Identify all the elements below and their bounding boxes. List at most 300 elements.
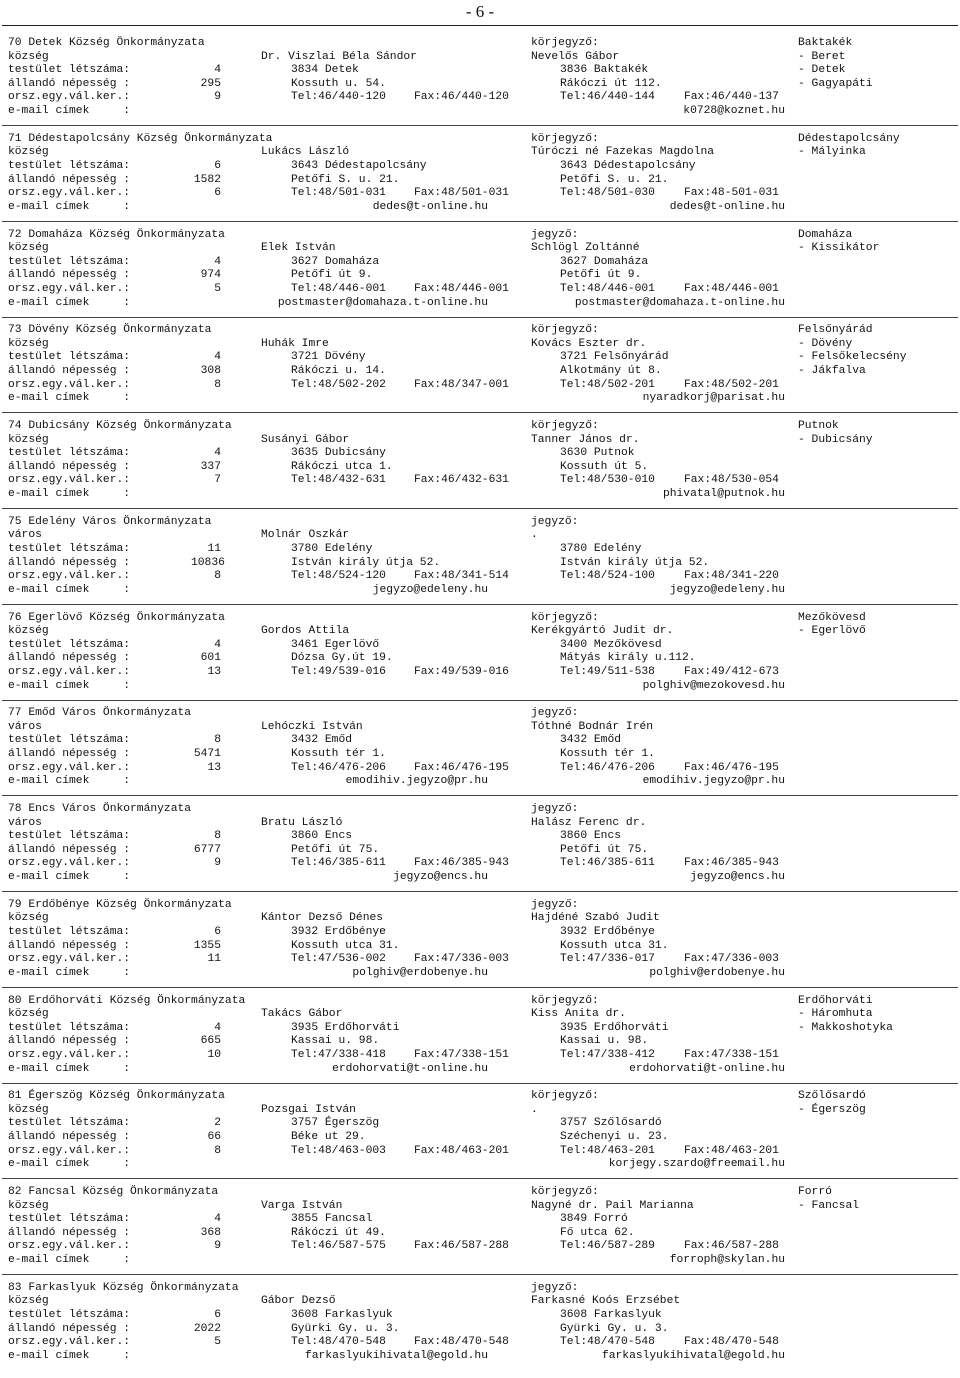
population-count: 66	[207, 1131, 221, 1144]
record-title: 74 Dubicsány Község Önkormányzata	[8, 420, 232, 432]
mayor-email: postmaster@domahaza.t-online.hu	[277, 296, 488, 309]
mayor-address: 3432 Emőd	[291, 734, 353, 747]
district-number: 6	[214, 187, 221, 200]
record-separator	[2, 1274, 958, 1275]
mayor-fax: Fax:46/587-288	[414, 1240, 509, 1253]
notary-street: Kassai u. 98.	[560, 1035, 649, 1048]
record-separator	[2, 412, 958, 413]
staff-label: testület létszáma:	[8, 1021, 131, 1034]
record-separator	[2, 508, 958, 509]
notary-street: Gyürki Gy. u. 3.	[560, 1322, 669, 1335]
notary-name: Schlögl Zoltánné	[531, 242, 640, 255]
notary-email: nyaradkorj@parisat.hu	[642, 392, 785, 405]
population-label: állandó népesség :	[8, 269, 131, 282]
mayor-email: farkaslyukihivatal@egold.hu	[304, 1349, 488, 1362]
mayor-name: Lehóczki István	[261, 720, 363, 733]
mayor-name: Elek István	[261, 242, 336, 255]
mayor-name: Takács Gábor	[261, 1008, 343, 1021]
notary-fax: Fax:48/446-001	[684, 282, 779, 295]
member-settlement: - Beret	[798, 50, 846, 63]
notary-name: Kovács Eszter dr.	[531, 337, 647, 350]
district-number: 11	[207, 953, 221, 966]
notary-phone: Tel:47/336-017	[560, 953, 655, 966]
notary-phone: Tel:49/511-538	[560, 665, 655, 678]
district-label: orsz.egy.vál.ker.:	[8, 761, 131, 774]
notary-fax: Fax:49/412-673	[684, 665, 779, 678]
notary-address: 3757 Szőlősardó	[560, 1117, 662, 1130]
notary-address: 3932 Erdőbénye	[560, 925, 655, 938]
mayor-phone: Tel:46/385-611	[291, 857, 386, 870]
notary-name: Nevelős Gábor	[531, 50, 620, 63]
district-label: orsz.egy.vál.ker.:	[8, 665, 131, 678]
mayor-name: Pozsgai István	[261, 1103, 356, 1116]
mayor-email: dedes@t-online.hu	[372, 200, 488, 213]
record-title: 81 Égerszög Község Önkormányzata	[8, 1090, 225, 1103]
district-number: 8	[214, 378, 221, 391]
notary-label: körjegyző:	[531, 994, 599, 1007]
mayor-street: István király útja 52.	[291, 556, 441, 569]
mayor-fax: Fax:46/432-631	[414, 474, 509, 487]
notary-email: forroph@skylan.hu	[669, 1254, 785, 1266]
member-settlement: - Kissikátor	[798, 242, 880, 255]
settlement-kind: község	[8, 1199, 49, 1212]
notary-label: körjegyző:	[531, 611, 599, 624]
municipality-record	[0, 612, 960, 708]
mayor-fax: Fax:46/440-120	[414, 91, 509, 104]
mayor-phone: Tel:46/587-575	[291, 1240, 386, 1253]
email-label: e-mail címek :	[8, 488, 131, 500]
population-count: 10836	[191, 556, 225, 569]
member-settlement: - Detek	[798, 64, 846, 77]
mayor-email: erdohorvati@t-online.hu	[332, 1062, 488, 1075]
population-count: 665	[200, 1035, 221, 1048]
member-settlement: - Makkoshotyka	[798, 1021, 893, 1034]
staff-label: testület létszáma:	[8, 734, 131, 747]
notary-fax: Fax:48/341-220	[684, 570, 779, 583]
population-label: állandó népesség :	[8, 939, 131, 952]
staff-label: testület létszáma:	[8, 1308, 131, 1321]
email-label: e-mail címek :	[8, 583, 131, 596]
district-number: 13	[207, 761, 221, 774]
mayor-phone: Tel:48/432-631	[291, 474, 386, 487]
notary-label: körjegyző:	[531, 37, 599, 49]
staff-count: 8	[214, 830, 221, 843]
municipality-record	[0, 1186, 960, 1282]
mayor-phone: Tel:48/502-202	[291, 378, 386, 391]
notary-email: k0728@koznet.hu	[683, 105, 785, 117]
mayor-fax: Fax:46/385-943	[414, 857, 509, 870]
mayor-street: Rákóczi út 49.	[291, 1226, 386, 1239]
mayor-street: Gyürki Gy. u. 3.	[291, 1322, 400, 1335]
email-label: e-mail címek :	[8, 1349, 131, 1362]
notary-name: Farkasné Koós Erzsébet	[531, 1295, 681, 1308]
population-count: 1582	[193, 173, 221, 186]
email-label: e-mail címek :	[8, 105, 131, 117]
notary-email: farkaslyukihivatal@egold.hu	[601, 1349, 785, 1362]
staff-count: 6	[214, 1308, 221, 1321]
mayor-street: Petőfi út 9.	[291, 269, 373, 282]
staff-count: 4	[214, 638, 221, 651]
mayor-phone: Tel:47/536-002	[291, 953, 386, 966]
notary-street: Alkotmány út 8.	[560, 365, 662, 378]
population-count: 6777	[193, 843, 221, 856]
notary-phone: Tel:48/524-100	[560, 570, 655, 583]
mayor-address: 3834 Detek	[291, 64, 359, 77]
notary-name: .	[531, 1103, 538, 1116]
mayor-address: 3461 Egerlövő	[291, 638, 380, 651]
notary-email: polghiv@erdobenye.hu	[649, 966, 785, 979]
staff-count: 6	[214, 925, 221, 938]
notary-label: körjegyző:	[531, 132, 599, 145]
population-label: állandó népesség :	[8, 365, 131, 378]
staff-count: 2	[214, 1117, 221, 1130]
municipality-record	[0, 707, 960, 803]
settlement-kind: község	[8, 912, 49, 925]
notary-email: dedes@t-online.hu	[669, 200, 785, 213]
email-label: e-mail címek :	[8, 1062, 131, 1075]
notary-name: .	[531, 529, 538, 542]
notary-phone: Tel:46/476-206	[560, 761, 655, 774]
district-number: 13	[207, 665, 221, 678]
population-label: állandó népesség :	[8, 1226, 131, 1239]
notary-fax: Fax:48/530-054	[684, 474, 779, 487]
notary-name: Hajdéné Szabó Judit	[531, 912, 660, 925]
staff-count: 8	[214, 734, 221, 747]
staff-count: 11	[207, 542, 221, 555]
notary-phone: Tel:46/587-289	[560, 1240, 655, 1253]
record-separator	[2, 221, 958, 222]
record-separator	[2, 125, 958, 126]
record-separator	[2, 604, 958, 605]
staff-label: testület létszáma:	[8, 638, 131, 651]
record-title: 75 Edelény Város Önkormányzata	[8, 515, 212, 528]
municipality-record	[0, 803, 960, 899]
record-title: 72 Domaháza Község Önkormányzata	[8, 228, 225, 241]
settlement-kind: község	[8, 337, 49, 350]
record-title: 79 Erdőbénye Község Önkormányzata	[8, 898, 232, 911]
population-count: 337	[200, 460, 221, 473]
notary-street: István király útja 52.	[560, 556, 710, 569]
staff-count: 4	[214, 1021, 221, 1034]
municipality-record	[0, 324, 960, 420]
district-number: 7	[214, 474, 221, 487]
notary-name: Kerékgyártó Judit dr.	[531, 625, 674, 638]
district-number: 5	[214, 282, 221, 295]
record-title: 83 Farkaslyuk Község Önkormányzata	[8, 1281, 239, 1294]
mayor-address: 3608 Farkaslyuk	[291, 1308, 393, 1321]
population-count: 5471	[193, 748, 221, 761]
notary-address: 3400 Mezőkövesd	[560, 638, 662, 651]
mayor-address: 3643 Dédestapolcsány	[291, 159, 427, 172]
mayor-street: Dózsa Gy.út 19.	[291, 652, 393, 665]
notary-name: Halász Ferenc dr.	[531, 816, 647, 829]
staff-label: testület létszáma:	[8, 1213, 131, 1226]
settlement-kind: község	[8, 50, 49, 63]
record-title: 70 Detek Község Önkormányzata	[8, 37, 205, 49]
member-settlement: Felsőnyárád	[798, 324, 873, 337]
email-label: e-mail címek :	[8, 392, 131, 405]
district-label: orsz.egy.vál.ker.:	[8, 1240, 131, 1253]
member-settlement: - Gagyapáti	[798, 77, 873, 90]
email-label: e-mail címek :	[8, 296, 131, 309]
staff-label: testület létszáma:	[8, 255, 131, 268]
settlement-kind: község	[8, 625, 49, 638]
population-count: 974	[200, 269, 221, 282]
member-settlement: - Dubicsány	[798, 433, 873, 446]
notary-email: phivatal@putnok.hu	[662, 488, 785, 500]
record-separator	[2, 891, 958, 892]
municipality-record	[0, 420, 960, 516]
notary-fax: Fax:46/385-943	[684, 857, 779, 870]
mayor-name: Huhák Imre	[261, 337, 329, 350]
notary-phone: Tel:47/338-412	[560, 1048, 655, 1061]
notary-phone: Tel:48/502-201	[560, 378, 655, 391]
population-label: állandó népesség :	[8, 173, 131, 186]
district-number: 8	[214, 570, 221, 583]
staff-count: 4	[214, 447, 221, 460]
notary-phone: Tel:48/463-201	[560, 1144, 655, 1157]
district-label: orsz.egy.vál.ker.:	[8, 1336, 131, 1349]
notary-address: 3432 Emőd	[560, 734, 622, 747]
mayor-address: 3780 Edelény	[291, 542, 373, 555]
mayor-street: Petőfi S. u. 21.	[291, 173, 400, 186]
mayor-phone: Tel:46/440-120	[291, 91, 386, 104]
mayor-fax: Fax:47/336-003	[414, 953, 509, 966]
district-number: 8	[214, 1144, 221, 1157]
mayor-phone: Tel:48/463-003	[291, 1144, 386, 1157]
settlement-kind: község	[8, 1103, 49, 1116]
member-settlement: - Felsőkelecsény	[798, 351, 907, 364]
staff-label: testület létszáma:	[8, 925, 131, 938]
mayor-street: Petőfi út 75.	[291, 843, 380, 856]
member-settlement: - Jákfalva	[798, 365, 866, 378]
notary-name: Kiss Anita dr.	[531, 1008, 626, 1021]
mayor-fax: Fax:49/539-016	[414, 665, 509, 678]
population-label: állandó népesség :	[8, 652, 131, 665]
mayor-address: 3635 Dubicsány	[291, 447, 386, 460]
record-title: 73 Dövény Község Önkormányzata	[8, 324, 212, 337]
mayor-street: Kossuth tér 1.	[291, 748, 386, 761]
mayor-fax: Fax:46/476-195	[414, 761, 509, 774]
member-settlement: - Fancsal	[798, 1199, 860, 1212]
notary-label: jegyző:	[531, 898, 579, 911]
staff-label: testület létszáma:	[8, 351, 131, 364]
notary-phone: Tel:46/440-144	[560, 91, 655, 104]
email-label: e-mail címek :	[8, 679, 131, 692]
district-number: 10	[207, 1048, 221, 1061]
staff-count: 4	[214, 64, 221, 77]
notary-name: Nagyné dr. Pail Marianna	[531, 1199, 694, 1212]
district-number: 9	[214, 857, 221, 870]
notary-phone: Tel:48/446-001	[560, 282, 655, 295]
population-count: 601	[200, 652, 221, 665]
population-label: állandó népesség :	[8, 556, 131, 569]
mayor-street: Rákóczi utca 1.	[291, 460, 393, 473]
mayor-address: 3932 Erdőbénye	[291, 925, 386, 938]
member-settlement: Mezőkövesd	[798, 611, 866, 624]
mayor-fax: Fax:48/446-001	[414, 282, 509, 295]
mayor-email: emodihiv.jegyzo@pr.hu	[345, 775, 488, 788]
settlement-kind: község	[8, 1008, 49, 1021]
notary-address: 3627 Domaháza	[560, 255, 649, 268]
notary-label: körjegyző:	[531, 324, 599, 337]
staff-label: testület létszáma:	[8, 64, 131, 77]
municipality-record	[0, 899, 960, 995]
page-number: - 6 -	[465, 2, 495, 21]
municipality-record	[0, 229, 960, 325]
member-settlement: - Egerlövő	[798, 625, 866, 638]
population-count: 1355	[193, 939, 221, 952]
notary-fax: Fax:46/476-195	[684, 761, 779, 774]
record-title: 82 Fancsal Község Önkormányzata	[8, 1186, 219, 1198]
notary-street: Fő utca 62.	[560, 1226, 635, 1239]
notary-fax: Fax:46/440-137	[684, 91, 779, 104]
staff-count: 4	[214, 351, 221, 364]
district-label: orsz.egy.vál.ker.:	[8, 1048, 131, 1061]
notary-label: körjegyző:	[531, 1186, 599, 1198]
mayor-name: Varga István	[261, 1199, 343, 1212]
notary-street: Petőfi út 9.	[560, 269, 642, 282]
record-separator	[2, 1083, 958, 1084]
district-label: orsz.egy.vál.ker.:	[8, 378, 131, 391]
mayor-name: Kántor Dezső Dénes	[261, 912, 384, 925]
record-separator	[2, 987, 958, 988]
mayor-street: Kossuth u. 54.	[291, 77, 386, 90]
mayor-phone: Tel:48/446-001	[291, 282, 386, 295]
notary-address: 3643 Dédestapolcsány	[560, 159, 696, 172]
notary-fax: Fax:48/463-201	[684, 1144, 779, 1157]
record-separator	[2, 795, 958, 796]
notary-address: 3630 Putnok	[560, 447, 635, 460]
settlement-kind: város	[8, 816, 42, 829]
population-count: 308	[200, 365, 221, 378]
notary-address: 3780 Edelény	[560, 542, 642, 555]
staff-count: 4	[214, 255, 221, 268]
population-label: állandó népesség :	[8, 77, 131, 90]
mayor-address: 3721 Dövény	[291, 351, 366, 364]
mayor-phone: Tel:47/338-418	[291, 1048, 386, 1061]
district-label: orsz.egy.vál.ker.:	[8, 570, 131, 583]
mayor-address: 3627 Domaháza	[291, 255, 380, 268]
mayor-fax: Fax:48/470-548	[414, 1336, 509, 1349]
settlement-kind: község	[8, 242, 49, 255]
settlement-kind: város	[8, 529, 42, 542]
notary-email: korjegy.szardo@freemail.hu	[608, 1158, 785, 1171]
top-rule	[2, 25, 958, 26]
notary-email: polghiv@mezokovesd.hu	[642, 679, 785, 692]
notary-address: 3721 Felsőnyárád	[560, 351, 669, 364]
mayor-name: Gordos Attila	[261, 625, 350, 638]
municipality-record	[0, 516, 960, 612]
record-separator	[2, 1178, 958, 1179]
member-settlement: - Égerszög	[798, 1103, 866, 1116]
municipality-record	[0, 37, 960, 133]
mayor-name: Lukács László	[261, 146, 350, 159]
mayor-phone: Tel:49/539-016	[291, 665, 386, 678]
notary-phone: Tel:46/385-611	[560, 857, 655, 870]
mayor-address: 3855 Fancsal	[291, 1213, 373, 1226]
district-number: 9	[214, 1240, 221, 1253]
record-title: 78 Encs Város Önkormányzata	[8, 803, 192, 815]
mayor-fax: Fax:48/501-031	[414, 187, 509, 200]
mayor-address: 3860 Encs	[291, 830, 353, 843]
record-title: 76 Egerlövő Község Önkormányzata	[8, 611, 225, 624]
notary-label: körjegyző:	[531, 1090, 599, 1103]
email-label: e-mail címek :	[8, 1254, 131, 1266]
mayor-fax: Fax:48/341-514	[414, 570, 509, 583]
district-label: orsz.egy.vál.ker.:	[8, 953, 131, 966]
notary-address: 3836 Baktakék	[560, 64, 649, 77]
notary-phone: Tel:48/501-030	[560, 187, 655, 200]
population-count: 368	[200, 1226, 221, 1239]
mayor-name: Gábor Dezső	[261, 1295, 336, 1308]
member-settlement: Erdőhorváti	[798, 994, 873, 1007]
population-label: állandó népesség :	[8, 460, 131, 473]
email-label: e-mail címek :	[8, 1158, 131, 1171]
district-label: orsz.egy.vál.ker.:	[8, 282, 131, 295]
record-title: 80 Erdőhorváti Község Önkormányzata	[8, 994, 246, 1007]
notary-street: Mátyás király u.112.	[560, 652, 696, 665]
member-settlement: Dédestapolcsány	[798, 132, 900, 145]
notary-street: Kossuth tér 1.	[560, 748, 655, 761]
district-label: orsz.egy.vál.ker.:	[8, 1144, 131, 1157]
population-label: állandó népesség :	[8, 843, 131, 856]
mayor-street: Béke ut 29.	[291, 1131, 366, 1144]
notary-email: jegyzo@edeleny.hu	[669, 583, 785, 596]
staff-label: testület létszáma:	[8, 830, 131, 843]
notary-name: Tóthné Bodnár Irén	[531, 720, 654, 733]
notary-fax: Fax:48-501-031	[684, 187, 779, 200]
mayor-name: Susányi Gábor	[261, 433, 350, 446]
notary-street: Rákóczi út 112.	[560, 77, 662, 90]
notary-phone: Tel:48/530-010	[560, 474, 655, 487]
mayor-address: 3935 Erdőhorváti	[291, 1021, 400, 1034]
settlement-kind: község	[8, 146, 49, 159]
notary-label: jegyző:	[531, 515, 579, 528]
population-count: 2022	[193, 1322, 221, 1335]
notary-email: jegyzo@encs.hu	[690, 871, 785, 883]
notary-address: 3860 Encs	[560, 830, 622, 843]
mayor-fax: Fax:48/463-201	[414, 1144, 509, 1157]
notary-address: 3935 Erdőhorváti	[560, 1021, 669, 1034]
municipality-record	[0, 133, 960, 229]
notary-email: postmaster@domahaza.t-online.hu	[574, 296, 785, 309]
mayor-phone: Tel:46/476-206	[291, 761, 386, 774]
member-settlement: Forró	[798, 1186, 832, 1198]
notary-street: Kossuth utca 31.	[560, 939, 669, 952]
district-number: 9	[214, 91, 221, 104]
settlement-kind: község	[8, 433, 49, 446]
mayor-phone: Tel:48/501-031	[291, 187, 386, 200]
population-label: állandó népesség :	[8, 1322, 131, 1335]
notary-fax: Fax:48/470-548	[684, 1336, 779, 1349]
record-separator	[2, 317, 958, 318]
notary-email: emodihiv.jegyzo@pr.hu	[642, 775, 785, 788]
member-settlement: Baktakék	[798, 37, 853, 49]
municipality-record	[0, 1282, 960, 1378]
notary-fax: Fax:47/338-151	[684, 1048, 779, 1061]
mayor-email: polghiv@erdobenye.hu	[352, 966, 488, 979]
municipality-list	[0, 37, 960, 1378]
email-label: e-mail címek :	[8, 966, 131, 979]
mayor-street: Rákóczi u. 14.	[291, 365, 386, 378]
member-settlement: - Háromhuta	[798, 1008, 873, 1021]
notary-phone: Tel:48/470-548	[560, 1336, 655, 1349]
population-label: állandó népesség :	[8, 1035, 131, 1048]
mayor-email: jegyzo@edeleny.hu	[372, 583, 488, 596]
district-label: orsz.egy.vál.ker.:	[8, 474, 131, 487]
notary-address: 3608 Farkaslyuk	[560, 1308, 662, 1321]
